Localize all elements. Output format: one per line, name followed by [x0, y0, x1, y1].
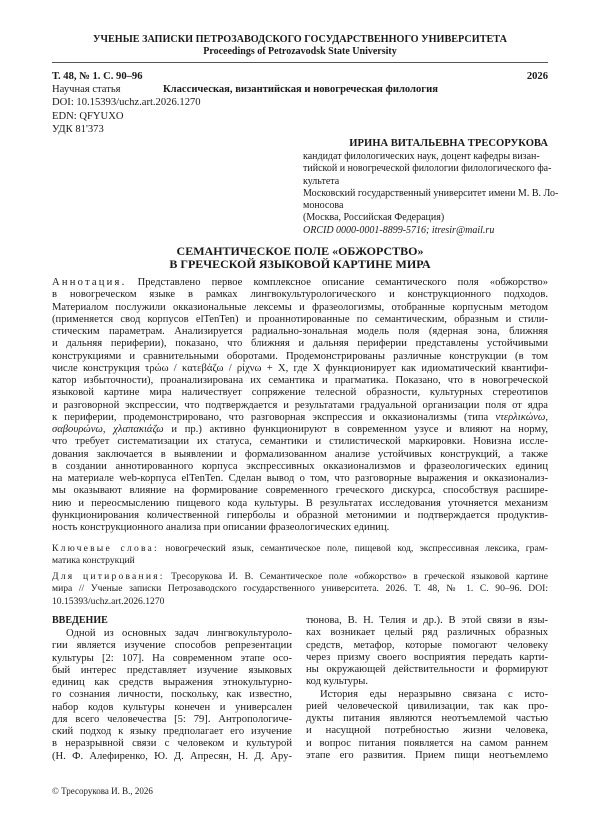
abstract-line: в новогреческом языке в рамках лингвокультурологического и конструкционного подходов. [52, 289, 548, 301]
affiliation-line: культета [303, 175, 340, 187]
journal-title-en: Proceedings of Petrozavodsk State University [203, 46, 397, 57]
body-line: в неразрывной связи с человеком и культурой [52, 738, 292, 750]
author-affiliation [303, 151, 559, 237]
abstract-line: и дальняя периферии), показано, что ближняя и дальняя периферии представлены устойчивыми [52, 338, 548, 350]
citation-label: Для цитирования: [52, 571, 165, 582]
abstract-line: стическим параметрам. Анализируется радиально-зональная модель поля (ядерная зона, ближняя [52, 326, 548, 337]
greek-term: ντερλικώνω, [495, 411, 548, 423]
affiliation-line: кандидат филологических наук, доцент кафедры визан- [303, 151, 540, 162]
abstract-text: к периферии, продемонстрировано, что разговорная экспрессия и окказионализмы (типа [52, 411, 489, 423]
abstract-line: в создании аннотированного корпуса экспрессивных окказионализмов и фразеологических единиц [52, 460, 548, 472]
body-line: История еды неразрывно связана с исто- [320, 688, 548, 700]
body-line: код культуры. [306, 676, 369, 688]
header-rule [52, 62, 548, 63]
abstract-line: катор избыточности), проанализирована их семантика и прагматика. Показано, что в новогреческой [52, 375, 548, 386]
abstract-line: мы оказывают влияние на формирование современного греческого дискурса, способствуя расшире- [52, 485, 548, 497]
citation [52, 571, 548, 608]
keywords-text: матика конструкций [52, 555, 135, 567]
abstract-line: ность конструкционного анализа при описании фразеологических единиц. [52, 522, 390, 533]
body-line: го сознания личности, поскольку, как известно, [52, 689, 292, 701]
abstract-text: и пр.) активно функционируют в современном узусе и влияют на норму, [171, 424, 549, 435]
abstract-line: на материале web-корпуса elTenTen. Сделан вывод о том, что разговорные выражения и окказионализ- [52, 473, 548, 484]
keywords-text: новогреческий язык, семантическое поле, пищевой код, экспрессивная лексика, грам- [165, 543, 548, 554]
section-heading: ВВЕДЕНИЕ [52, 615, 108, 626]
body-line: дукты питания являются неотъемлемой частью [306, 713, 548, 724]
body-line: ках возникает целый ряд различных образных [306, 627, 548, 639]
abstract [52, 277, 548, 534]
volume-pages: Т. 48, № 1. С. 90–96 [52, 71, 143, 82]
abstract-line: дования заключается в выявлении и формализованном анализе устойчивых конструкций, а также [52, 448, 548, 460]
body-line: через призму своего восприятия передать карти- [306, 651, 548, 663]
body-line: тюнова, В. Н. Телия и др.). В этой связи в язы- [306, 615, 548, 626]
abstract-line: функционирования количественной гиперболы и образной метонимии и подтверждается продуктив- [52, 509, 548, 521]
body-column-right [306, 615, 548, 762]
greek-term: σαβουρώνω, χλαπακιάζω [52, 424, 164, 435]
body-line: (Н. Ф. Алефиренко, Ю. Д. Апресян, Н. Д. Ару- [52, 750, 292, 762]
citation-text: Тресорукова И. В. Семантическое поле «обжорство» в греческой языковой картине [171, 571, 548, 582]
citation-text: мира // Ученые записки Петрозаводского государственного университета. 2026. Т. 48, № 1. С. 90–96. DOI: [52, 583, 548, 595]
year: 2026 [526, 71, 548, 82]
abstract-line: языковой картине мира наличествует сопряжение телесной образности, культурных стереотипов [52, 387, 548, 399]
author-name: ИРИНА ВИТАЛЬЕВНА ТРЕСОРУКОВА [349, 138, 548, 149]
body-line: Одной из основных задач лингвокультуроло- [66, 628, 292, 639]
body-line: и насущной потребностью жизни человека, [306, 725, 548, 737]
affiliation-line: (Москва, Российская Федерация) [303, 212, 445, 224]
article-title-line-1: СЕМАНТИЧЕСКОЕ ПОЛЕ «ОБЖОРСТВО» [176, 244, 424, 258]
keywords-label: Ключевые слова: [52, 543, 159, 554]
body-line: средств, метафор, которые помогают человеку [306, 639, 548, 651]
affiliation-line: тийской и новогреческой филологии филологического фа- [303, 163, 552, 175]
abstract-line: Материалом послужили окказиональные лексемы и фразеологизмы, отобранные корпусным методом [52, 301, 548, 313]
abstract-line: (применяется свод корпусов elTenTen) и проаннотированные по семантическим, образным и стили- [52, 313, 548, 325]
article-title-line-2: В ГРЕЧЕСКОЙ ЯЗЫКОВОЙ КАРТИНЕ МИРА [169, 257, 431, 271]
body-column-left [52, 628, 292, 763]
body-line: гии является изучение способов репрезентации [52, 640, 292, 652]
abstract-line: числе конструкция τρώω / κατεβάζω / ρίχνω + X, где X функционирует как идиоматический квантифи- [52, 362, 548, 374]
abstract-line: что требует систематизации их статуса, семантики и стилистической маркировки. Новизна иссле- [52, 436, 548, 448]
body-line: бый интерес представляет изучение языковых [52, 664, 292, 676]
body-line: рией человеческой цивилизации, так как про- [306, 700, 548, 712]
body-line: набор кодов культуры конечен и универсален [52, 701, 292, 713]
affiliation-line: Московский государственный университет имени М. В. Ло- [303, 187, 559, 199]
body-line: этапе его развития. Прием пищи неотъемлемо [306, 749, 548, 761]
copyright: © Тресорукова И. В., 2026 [52, 786, 153, 796]
abstract-line: и разговорной экспрессии, что подтверждается и результатами градуальной организации поля от ядра [52, 399, 548, 411]
orcid-email[interactable]: ORCID 0000-0001-8899-5716; itresir@mail.ru [303, 224, 495, 236]
udk: УДК 81'373 [52, 124, 104, 135]
edn: EDN: QFYUXO [52, 111, 124, 122]
body-line: единиц как средств выражения этнокультурно- [52, 677, 292, 688]
abstract-label: Аннотация. [52, 277, 127, 288]
affiliation-line: моносова [303, 200, 344, 211]
article-type: Научная статья [52, 84, 121, 95]
citation-text: 10.15393/uchz.art.2026.1270 [52, 595, 165, 607]
abstract-line: нию и переосмыслению пищевого кода культуры. В результатах исследования уточняется механизм [52, 497, 548, 509]
doi[interactable]: DOI: 10.15393/uchz.art.2026.1270 [52, 97, 201, 108]
body-line: культуры [2: 107]. На современном этапе осо- [52, 652, 292, 664]
body-line: ны окружающей действительности и формируют [306, 664, 548, 675]
keywords [52, 543, 548, 568]
journal-title: УЧЕНЫЕ ЗАПИСКИ ПЕТРОЗАВОДСКОГО ГОСУДАРСТВЕННОГО УНИВЕРСИТЕТА [93, 34, 507, 45]
body-line: ский подход к языку предполагает его изучение [52, 726, 292, 737]
abstract-text: Представлено первое комплексное описание семантического поля «обжорство» [137, 277, 548, 288]
abstract-line: конструкциями и сравнительными оборотами. Продемонстрированы различные конструкции (в том [52, 350, 548, 362]
section-name: Классическая, византийская и новогреческая филология [163, 84, 438, 95]
body-line: и вопрос питания появляется на самом раннем [306, 737, 548, 749]
body-line: для всего человечества [5: 79]. Антропологиче- [52, 713, 292, 725]
